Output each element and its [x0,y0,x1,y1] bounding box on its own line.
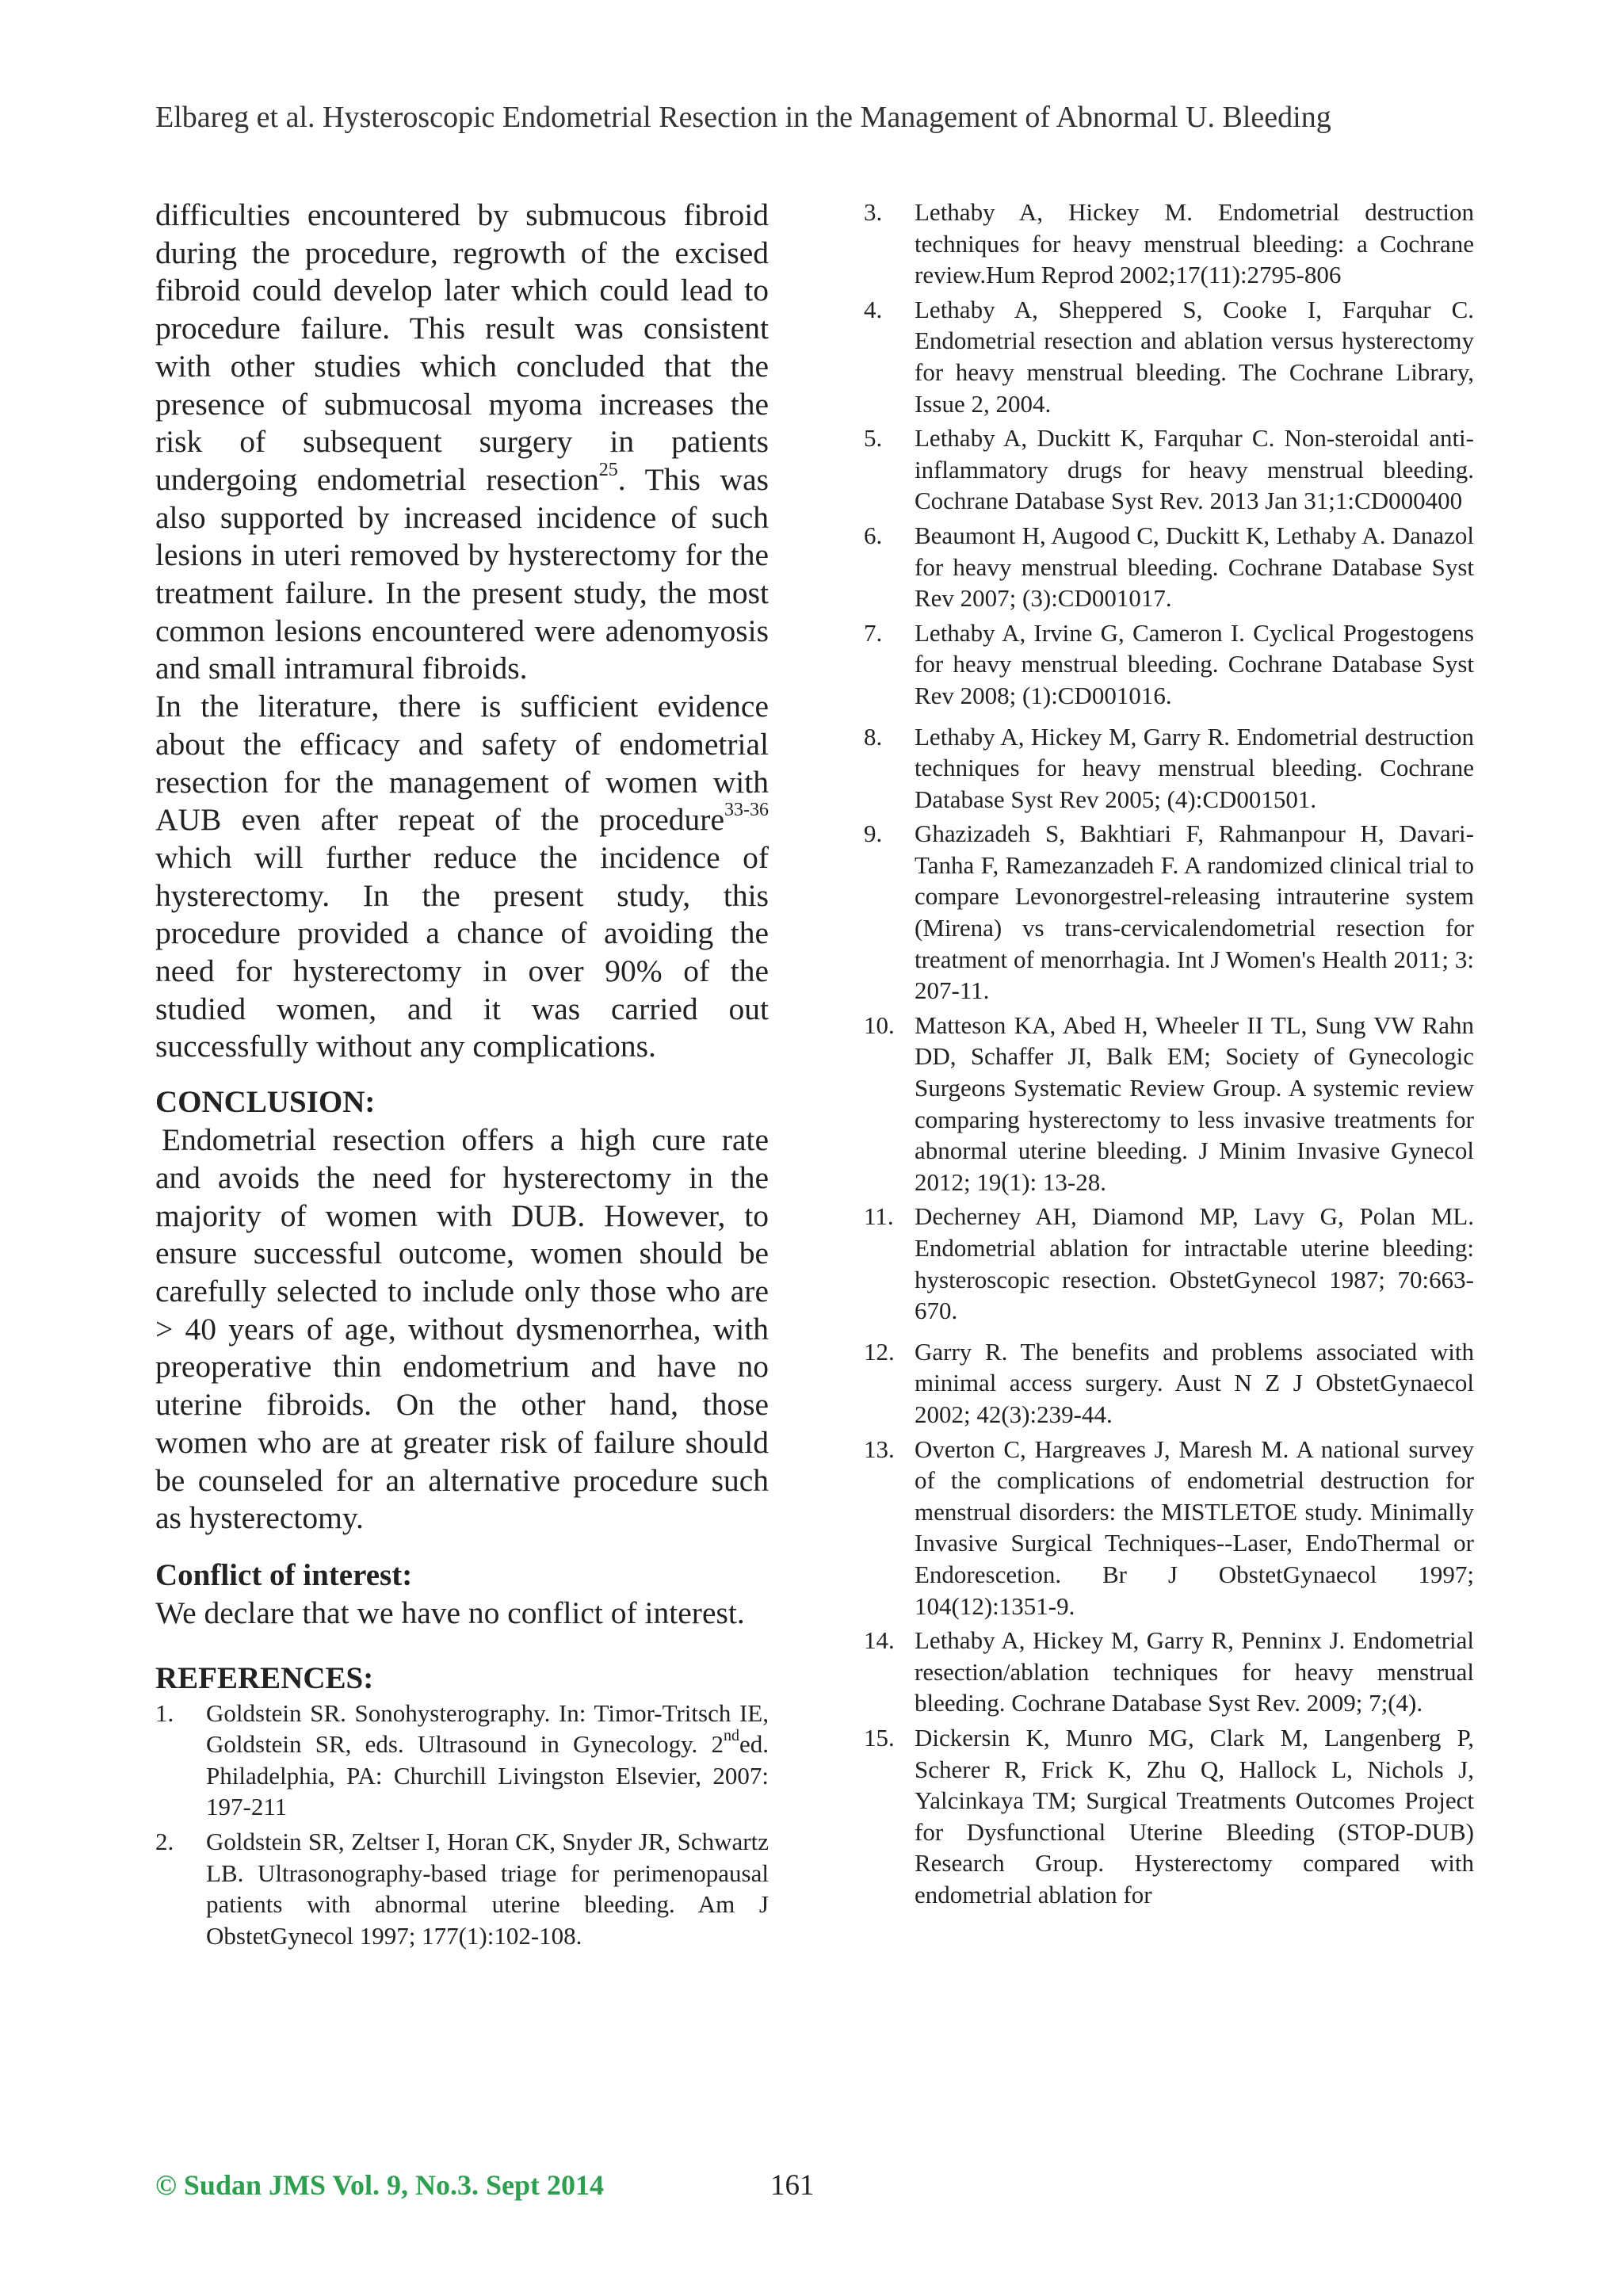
reference-item [864,1434,1474,1622]
citation-superscript: 33-36 [724,800,769,821]
reference-text: Lethaby A, Sheppered S, Cooke I, Farquhar C. Endometrial resection and ablation versus hysterectomy for heavy menstrual bleeding. The Cochrane Library, Issue 2, 2004. [915,295,1474,418]
left-column [155,197,769,1954]
reference-number: 5. [864,424,883,453]
reference-text: Ghazizadeh S, Bakhtiari F, Rahmanpour H, Davari-Tanha F, Ramezanzadeh F. A randomized clinical trial to compare Levonorgestrel-releasing intrauterine system (Mirena) vs trans-cervicalendometrial resection for treatment of menorrhagia. Int J Women's Health 2011; 3: 207-11. [915,819,1474,1005]
reference-item [864,1201,1474,1326]
body-paragraph-literature: In the literature, there is sufficient evidence about the efficacy and safety of endometrial resection for the management of women with AUB even after repeat of the procedure$^{33-36}$ which will further reduce the incidence of hysterectomy. In the present study, this procedure provided a chance of avoiding the need for hysterectomy in over 90% of the studied women, and it was carried out successfully without any complications. [155,689,769,1064]
reference-item [155,1826,769,1951]
right-column [864,197,1474,1913]
reference-item [864,1336,1474,1431]
reference-text: Goldstein SR, Zeltser I, Horan CK, Snyder JR, Schwartz LB. Ultrasonography-based triage for perimenopausal patients with abnormal uterine bleeding. Am J ObstetGynecol 1997; 177(1):102-108. [206,1827,769,1950]
reference-number: 7. [864,618,883,647]
reference-item [864,422,1474,517]
page-number: 161 [770,2169,815,2202]
reference-number: 6. [864,521,883,549]
reference-item [864,520,1474,614]
journal-footer: © Sudan JMS Vol. 9, No.3. Sept 2014 [155,2169,605,2201]
reference-text: Overton C, Hargreaves J, Maresh M. A national survey of the complications of endometrial destruction for menstrual disorders: the MISTLETOE study. Minimally Invasive Surgical Techniques--Laser, EndoThermal or Endorescetion. Br J ObstetGynaecol 1997; 104(12):1351-9. [915,1435,1474,1620]
reference-item [864,294,1474,419]
reference-item [864,1010,1474,1198]
reference-number: 14. [864,1626,895,1655]
reference-number: 15. [864,1723,895,1752]
reference-item [864,1625,1474,1719]
reference-number: 2. [155,1827,174,1855]
reference-item [864,617,1474,712]
reference-number: 12. [864,1337,895,1366]
reference-number: 9. [864,819,883,848]
reference-item [155,1698,769,1823]
reference-number: 10. [864,1010,895,1039]
citation-superscript: 25 [598,459,618,480]
conclusion-heading: CONCLUSION: [155,1085,376,1120]
reference-item [864,818,1474,1007]
reference-number: 4. [864,295,883,323]
reference-text: Lethaby A, Hickey M. Endometrial destruction techniques for heavy menstrual bleeding: a Cochrane review.Hum Reprod 2002;17(11):2795-806 [915,198,1474,289]
body-paragraph-discussion: difficulties encountered by submucous fibroid during the procedure, regrowth of the excised fibroid could develop later which could lead to procedure failure. This result was consistent with other studies which concluded that the presence of submucosal myoma increases the risk of subsequent surgery in patients undergoing endometrial resection$^{25}$. This was also supported by increased incidence of such lesions in uteri removed by hysterectomy for the treatment failure. In the present study, the most common lesions encountered were adenomyosis and small intramural fibroids. [155,197,769,686]
reference-text: Lethaby A, Hickey M, Garry R, Penninx J. Endometrial resection/ablation techniques for heavy menstrual bleeding. Cochrane Database Syst Rev. 2009; 7;(4). [915,1626,1474,1717]
reference-text: Beaumont H, Augood C, Duckitt K, Lethaby A. Danazol for heavy menstrual bleeding. Cochrane Database Syst Rev 2007; (3):CD001017. [915,521,1474,613]
reference-number: 11. [864,1202,894,1231]
reference-item [864,1722,1474,1911]
reference-text: Lethaby A, Duckitt K, Farquhar C. Non-steroidal anti-inflammatory drugs for heavy menstrual bleeding. Cochrane Database Syst Rev. 2013 Jan 31;1:CD000400 [915,424,1474,515]
reference-number: 1. [155,1698,174,1727]
reference-number: 8. [864,722,883,751]
references-heading: REFERENCES: [155,1660,374,1695]
reference-text: Lethaby A, Hickey M, Garry R. Endometrial destruction techniques for heavy menstrual bleeding. Cochrane Database Syst Rev 2005; (4):CD001501. [915,722,1474,813]
reference-number: 13. [864,1435,895,1463]
conflict-heading: Conflict of interest: [155,1557,413,1592]
reference-text: Lethaby A, Irvine G, Cameron I. Cyclical Progestogens for heavy menstrual bleeding. Cochrane Database Syst Rev 2008; (1):CD001016. [915,618,1474,709]
conflict-paragraph: We declare that we have no conflict of interest. [155,1595,745,1630]
reference-list-right [864,197,1474,1910]
conclusion-paragraph: Endometrial resection offers a high cure rate and avoids the need for hysterectomy in the majority of women with DUB. However, to ensure successful outcome, women should be carefully selected to include only those who are > 40 years of age, without dysmenorrhea, with preoperative thin endometrium and have no uterine fibroids. On the other hand, those women who are at greater risk of failure should be counseled for an alternative procedure such as hysterectomy. [155,1122,769,1536]
reference-text: Dickersin K, Munro MG, Clark M, Langenberg P, Scherer R, Frick K, Zhu Q, Hallock L, Nichols J, Yalcinkaya TM; Surgical Treatments Outcomes Project for Dysfunctional Uterine Bleeding (STOP-DUB) Research Group. Hysterectomy compared with endometrial ablation for [915,1723,1474,1908]
reference-list-left [155,1698,769,1952]
running-head: Elbareg et al. Hysteroscopic Endometrial Resection in the Management of Abnormal U. Bleeding [155,101,1331,134]
reference-text: Garry R. The benefits and problems associated with minimal access surgery. Aust N Z J ObstetGynaecol 2002; 42(3):239-44. [915,1337,1474,1428]
reference-text: Goldstein SR. Sonohysterography. In: Timor-Tritsch IE, Goldstein SR, eds. Ultrasound in Gynecology. 2nded. Philadelphia, PA: Churchill Livingston Elsevier, 2007: 197-211 [206,1698,769,1821]
reference-item [864,721,1474,816]
reference-number: 3. [864,198,883,226]
reference-item [864,197,1474,291]
reference-text: Matteson KA, Abed H, Wheeler II TL, Sung VW Rahn DD, Schaffer JI, Balk EM; Society of Gynecologic Surgeons Systematic Review Group. A systemic review comparing hysterectomy to less invasive treatments for abnormal uterine bleeding. J Minim Invasive Gynecol 2012; 19(1): 13-28. [915,1010,1474,1196]
reference-text: Decherney AH, Diamond MP, Lavy G, Polan ML. Endometrial ablation for intractable uterine bleeding: hysteroscopic resection. ObstetGynecol 1987; 70:663-670. [915,1202,1474,1325]
